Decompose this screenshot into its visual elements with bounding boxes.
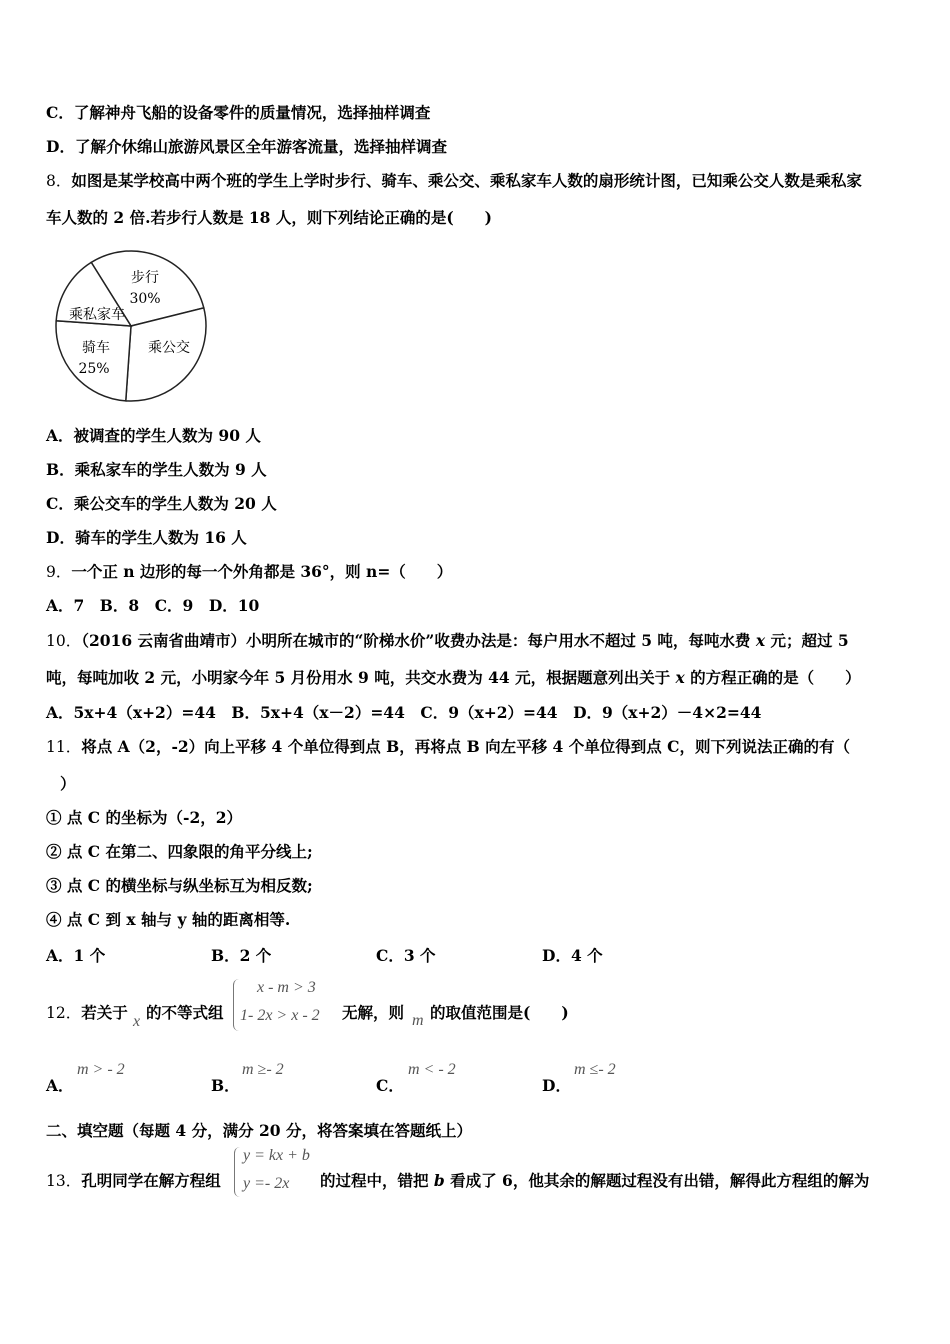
q13-system-brace: [234, 1147, 241, 1197]
q9-stem: [46, 562, 452, 582]
pie-label-bike-pct: 25%: [78, 361, 110, 377]
q9-number: 9．: [46, 563, 72, 581]
pie-label-walk-pct: 30%: [129, 291, 161, 307]
q13-stem-pre: [46, 1171, 221, 1191]
q8-number: 8．: [46, 172, 72, 190]
q10-stem-text1a: （2016 云南省曲靖市）小明所在城市的“阶梯水价”收费办法是：每户用水不超过 5 吨，每吨水费: [81, 631, 756, 650]
q8-option-d: D．骑车的学生人数为 16 人: [46, 528, 247, 547]
q12-option-b-math: m ≥- 2: [242, 1061, 284, 1078]
q10-var-x2: x: [675, 668, 685, 687]
q12-option-b-label: B．: [211, 1076, 240, 1095]
q10-stem-text2b: 的方程正确的是（ ）: [684, 668, 861, 687]
q11-statement-1: ① 点 C 的坐标为（-2，2）: [46, 808, 243, 827]
q12-post2: 的取值范围是( ): [430, 1003, 569, 1022]
q8-option-b: B．乘私家车的学生人数为 9 人: [46, 460, 267, 479]
q12-option-d-math: m ≤- 2: [574, 1061, 616, 1078]
q11-stem-text1: 将点 A（2，-2）向上平移 4 个单位得到点 B，再将点 B 向左平移 4 个单位得到点 C，则下列说法正确的有（: [81, 737, 850, 756]
q12-post1: 无解，则: [342, 1003, 405, 1022]
q9-options: A．7 B．8 C．9 D．10: [46, 596, 260, 615]
q11-statement-4: ④ 点 C 到 x 轴与 y 轴的距离相等.: [46, 910, 291, 929]
q11-option-d: D．4 个: [542, 946, 603, 965]
q13-number: 13．: [46, 1172, 82, 1190]
section-2-title: 二、填空题（每题 4 分，满分 20 分，将答案填在答题纸上）: [46, 1121, 472, 1140]
pie-chart: [50, 245, 215, 407]
q8-stem-text1: 如图是某学校高中两个班的学生上学时步行、骑车、乘公交、乘私家车人数的扇形统计图，已知乘公交人数是乘私家: [71, 171, 862, 190]
q13-post2: 看成了 6，他其余的解题过程没有出错，解得此方程组的解为: [444, 1171, 870, 1190]
q8-option-c: C．乘公交车的学生人数为 20 人: [46, 494, 277, 513]
q12-pre: 若关于: [81, 1003, 128, 1022]
q12-inequality-1: x - m > 3: [257, 979, 316, 996]
q11-option-b: B．2 个: [211, 946, 272, 965]
q8-stem-line2: 车人数的 2 倍.若步行人数是 18 人，则下列结论正确的是( ): [46, 208, 493, 227]
q12-var-m: m: [412, 1012, 424, 1029]
q13-equation-1: y = kx + b: [243, 1147, 310, 1164]
q10-stem-line2: [46, 668, 861, 688]
pie-label-walk: 步行: [131, 270, 159, 286]
pie-label-bus: 乘公交: [148, 340, 190, 356]
q10-options: A．5x+4（x+2）=44 B．5x+4（x－2）=44 C．9（x+2）=44 D．9（x+2）－4×2=44: [46, 703, 762, 722]
q12-system-brace: [233, 979, 240, 1031]
q13-post1: 的过程中，错把: [320, 1171, 434, 1190]
q11-number: 11．: [46, 738, 82, 756]
q8-option-a: A．被调查的学生人数为 90 人: [46, 426, 261, 445]
q13-pre: 孔明同学在解方程组: [81, 1171, 221, 1190]
q11-statement-3: ③ 点 C 的横坐标与纵坐标互为相反数;: [46, 876, 313, 895]
q7-option-c: C．了解神舟飞船的设备零件的质量情况，选择抽样调查: [46, 103, 431, 122]
q11-option-c: C．3 个: [376, 946, 436, 965]
q11-option-a: A．1 个: [46, 946, 106, 965]
q12-inequality-2: 1- 2x > x - 2: [240, 1007, 320, 1024]
q13-stem-post: [320, 1171, 869, 1191]
q12-mid: 的不等式组: [146, 1003, 224, 1022]
q12-var-x: x: [133, 1013, 141, 1030]
q12-stem: [46, 1003, 128, 1023]
q10-var-x: x: [755, 631, 766, 650]
q11-stem-line2: ）: [60, 774, 76, 793]
q12-option-a-label: A．: [46, 1076, 74, 1095]
q11-statement-2: ② 点 C 在第二、四象限的角平分线上;: [46, 842, 313, 861]
pie-label-bike: 骑车: [82, 340, 110, 356]
q12-option-c-math: m < - 2: [408, 1061, 456, 1078]
q12-option-d-label: D．: [542, 1076, 571, 1095]
pie-label-car: 乘私家车: [69, 307, 125, 323]
q10-stem-text1b: 元；超过 5: [765, 631, 849, 650]
q13-equation-2: y =- 2x: [243, 1175, 290, 1192]
q12-option-c-label: C．: [376, 1076, 404, 1095]
q12-number: 12．: [46, 1004, 82, 1022]
q10-stem-line1: [46, 631, 849, 651]
q9-stem-text: 一个正 n 边形的每一个外角都是 36°，则 n=（ ）: [71, 562, 453, 581]
q11-stem-line1: [46, 737, 850, 757]
q8-stem-line1: [46, 171, 862, 191]
q13-var-b: b: [433, 1171, 445, 1190]
q10-stem-text2a: 吨，每吨加收 2 元，小明家今年 5 月份用水 9 吨，共交水费为 44 元，根据题意列出关于: [46, 668, 676, 687]
q7-option-d: D．了解介休绵山旅游风景区全年游客流量，选择抽样调查: [46, 137, 447, 156]
q10-number: 10．: [46, 632, 82, 650]
q12-option-a-math: m > - 2: [77, 1061, 125, 1078]
